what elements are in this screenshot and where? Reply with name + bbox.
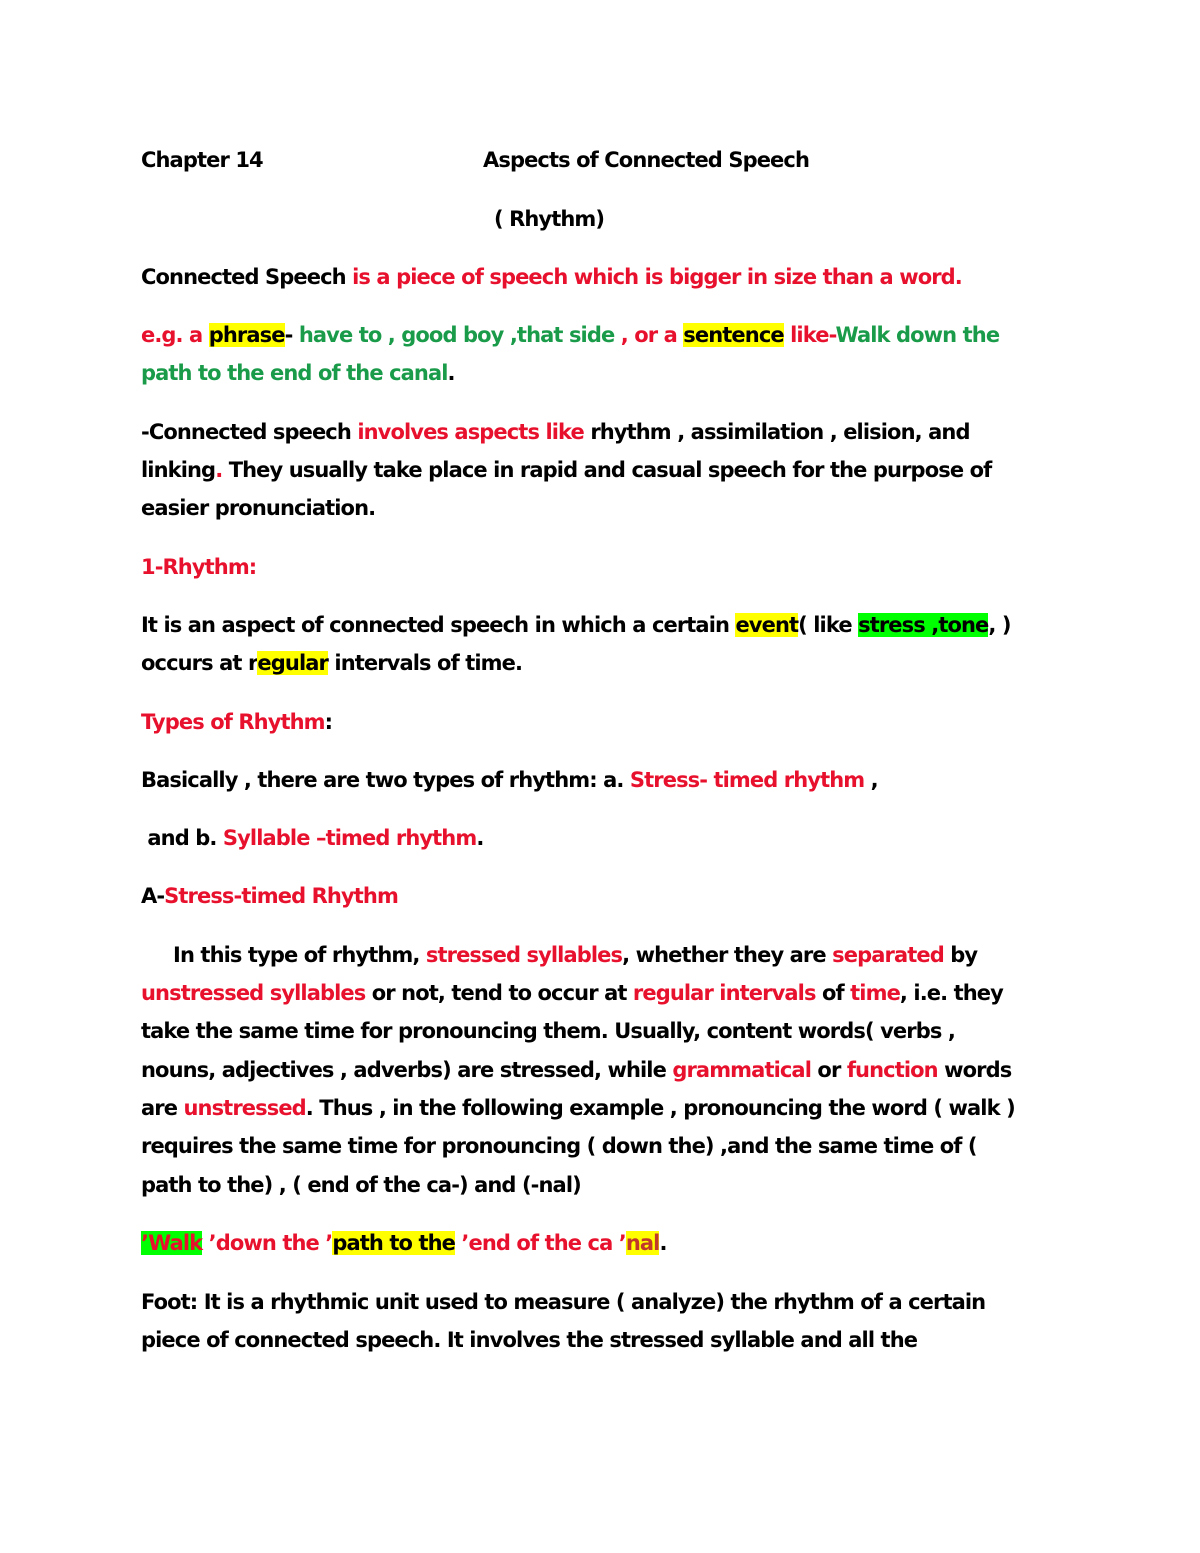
stress-red-7: function (846, 1058, 938, 1082)
aspects-text: -Connected speech (141, 420, 358, 444)
example-text: e.g. a (141, 323, 209, 347)
sample-sentence (141, 1228, 667, 1258)
stress-text-i: words (937, 1058, 1012, 1082)
definition-paragraph (141, 262, 962, 292)
rhythm-def-line-1 (141, 610, 1011, 640)
aspects-linking: linking (141, 458, 216, 482)
rhythm-heading: 1-Rhythm: (141, 555, 257, 579)
sample-stress-mark-2: ’ (618, 1231, 626, 1255)
stress-text-k: . Thus , in the following example , pronouncing the word ( walk ) (305, 1096, 1015, 1120)
chapter-title: Aspects of Connected Speech (483, 148, 809, 172)
types-line-1 (141, 765, 878, 795)
types-period: . (476, 826, 484, 850)
highlight-event: event (735, 613, 799, 637)
types-syllable-timed: Syllable –timed rhythm (222, 826, 477, 850)
heading-text: Stress-timed Rhythm (164, 884, 398, 908)
rhythm-def-text: It is an aspect of connected speech in which a certain (141, 613, 736, 637)
stress-red-1: stressed syllables (425, 943, 623, 967)
aspects-red: involves aspects like (357, 420, 584, 444)
header-line (141, 145, 809, 175)
aspects-dot: . (215, 458, 223, 482)
stress-text-g: nouns, adjectives , adverbs) are stressed, while (141, 1058, 673, 1082)
example-period: . (447, 361, 455, 385)
aspects-line-3: easier pronunciation. (141, 496, 376, 520)
stress-line-7: path to the) , ( end of the ca-) and (-nal) (141, 1173, 581, 1197)
stress-red-2: separated (832, 943, 944, 967)
definition-term: Connected Speech (141, 265, 346, 289)
stress-red-8: unstressed (183, 1096, 306, 1120)
types-heading (141, 707, 332, 737)
sample-end: ’end of the ca (455, 1231, 619, 1255)
example-line-1 (141, 320, 999, 350)
types-comma: , (864, 768, 878, 792)
example-phrases: have to , good boy ,that side (292, 323, 615, 347)
stress-line-6: requires the same time for pronouncing ( down the) ,and the same time of ( (141, 1134, 977, 1158)
example-line-2 (141, 358, 455, 388)
types-heading-text: Types of Rhythm (141, 710, 325, 734)
rhythm-def-like: ( like (798, 613, 859, 637)
heading-prefix: A- (141, 884, 165, 908)
stress-text-j: are (141, 1096, 184, 1120)
rhythm-def-line-2 (141, 648, 522, 678)
aspects-list: rhythm , assimilation , elision, and (583, 420, 970, 444)
chapter-subtitle: ( Rhythm) (494, 207, 605, 231)
types-text: Basically , there are two types of rhythm: a. (141, 768, 630, 792)
aspects-line-2 (141, 455, 991, 485)
stress-text-f: , i.e. they (899, 981, 1003, 1005)
highlight-path: path to the (332, 1231, 455, 1255)
stress-text-b: , whether they are (622, 943, 833, 967)
example-like: like- (783, 323, 836, 347)
stress-text-d: or not, tend to occur at (365, 981, 633, 1005)
stress-line-3: take the same time for pronouncing them. Usually, content words( verbs , (141, 1019, 955, 1043)
stress-text-h: or (811, 1058, 847, 1082)
rhythm-def-close: , ) (988, 613, 1011, 637)
stress-red-4: regular intervals (632, 981, 816, 1005)
types-text-2: and b. (141, 826, 223, 850)
sample-period: . (659, 1231, 667, 1255)
foot-line-2: piece of connected speech. It involves the stressed syllable and all the (141, 1328, 918, 1352)
highlight-stress-tone: stress ,tone (858, 613, 989, 637)
highlight-sentence: sentence (683, 323, 784, 347)
stress-red-5: time (850, 981, 900, 1005)
stress-red-3: unstressed syllables (141, 981, 366, 1005)
aspects-line-1 (141, 417, 970, 447)
stress-red-6: grammatical (672, 1058, 811, 1082)
highlight-walk: ’Walk (141, 1231, 203, 1255)
rhythm-def-text-3: intervals of time. (327, 651, 523, 675)
highlight-regular: egular (257, 651, 328, 675)
sample-down: ’down the (202, 1231, 326, 1255)
stress-timed-heading (141, 881, 398, 911)
example-sentence-cont: path to the end of the canal (141, 361, 448, 385)
highlight-nal: nal (625, 1231, 660, 1255)
highlight-phrase: phrase (208, 323, 285, 347)
stress-text-e: of (815, 981, 851, 1005)
types-line-2 (141, 823, 483, 853)
sample-stress-mark: ’ (325, 1231, 333, 1255)
stress-text-c: by (943, 943, 978, 967)
types-stress-timed: Stress- timed rhythm (629, 768, 865, 792)
example-or: , or a (614, 323, 684, 347)
types-colon: : (324, 710, 333, 734)
stress-line-1 (141, 940, 977, 970)
chapter-label: Chapter 14 (141, 148, 263, 172)
stress-line-5 (141, 1093, 1015, 1123)
aspects-text-2: They usually take place in rapid and casual speech for the purpose of (222, 458, 992, 482)
example-sentence: Walk down the (835, 323, 1000, 347)
example-dash: - (284, 323, 293, 347)
stress-text: In this type of rhythm, (141, 943, 426, 967)
rhythm-def-text-2: occurs at r (141, 651, 258, 675)
stress-line-4 (141, 1055, 1011, 1085)
foot-line-1: Foot: It is a rhythmic unit used to measure ( analyze) the rhythm of a certain (141, 1290, 986, 1314)
definition-text: is a piece of speech which is bigger in size than a word. (345, 265, 962, 289)
stress-line-2 (141, 978, 1003, 1008)
